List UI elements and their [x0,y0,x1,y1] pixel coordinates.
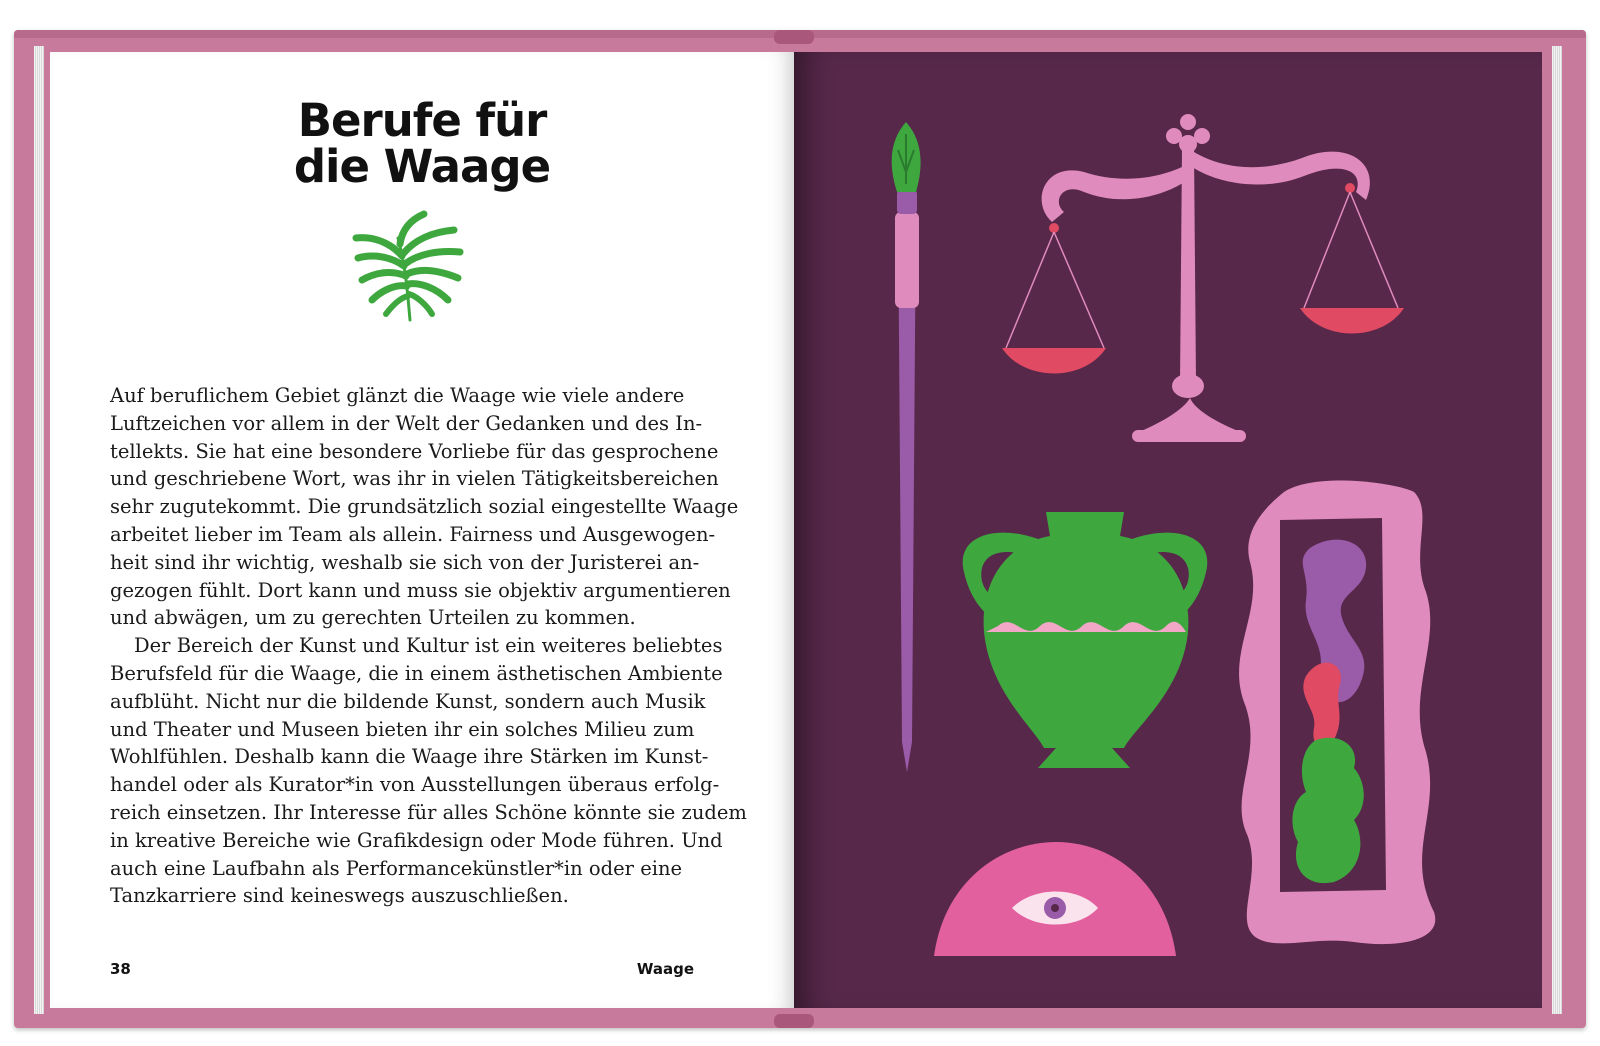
running-footer: Waage [636,960,694,978]
open-book [14,30,1586,1028]
body-line: handel oder als Kurator*in von Ausstellungen überaus erfolg- [110,773,720,797]
body-line: Wohlfühlen. Deshalb kann die Waage ihre Stärken im Kunst- [110,745,709,769]
title-line-1: Berufe für [297,94,547,147]
page-title [50,94,794,193]
spine-top [774,30,814,44]
body-line: gezogen fühlt. Dort kann und muss sie objektiv argumentieren [110,578,731,602]
body-line: und geschriebene Wort, was ihr in vielen Tätigkeitsbereichen [110,467,719,491]
body-line: reich einsetzen. Ihr Interesse für alles Schöne könnte sie zudem [110,800,747,824]
body-line: und abwägen, um zu gerechten Urteilen zu kommen. [110,606,636,630]
spine-bottom [774,1014,814,1028]
paintbrush-icon [892,122,921,772]
page-block-right [1552,46,1562,1014]
body-line: heit sind ihr wichtig, weshalb sie sich von der Juristerei an- [110,550,700,574]
body-line: auch eine Laufbahn als Performancekünstler*in oder eine [110,856,683,880]
body-line: in kreative Bereiche wie Grafikdesign oder Mode führen. Und [110,828,723,852]
amphora-vase-icon [963,512,1208,768]
body-line: aufblüht. Nicht nur die bildende Kunst, sondern auch Musik [110,689,706,713]
left-page [50,52,794,1008]
body-line: Tanzkarriere sind keineswegs auszuschließen. [110,884,569,908]
body-line: tellekts. Sie hat eine besondere Vorliebe für das gesprochene [110,439,719,463]
palm-leaf-icon [350,208,470,328]
balance-scale-icon [1002,114,1404,442]
body-line: arbeitet lieber im Team als allein. Fairness und Ausgewogen- [110,522,716,546]
body-line: Luftzeichen vor allem in der Welt der Gedanken und des In- [110,411,703,435]
body-line: Berufsfeld für die Waage, die in einem ästhetischen Ambiente [110,661,723,685]
framed-mirror-icon [1239,480,1435,944]
page-number: 38 [110,960,131,978]
title-line-2: die Waage [293,140,551,193]
body-line: und Theater und Museen bieten ihr ein solches Milieu zum [110,717,695,741]
body-line: Der Bereich der Kunst und Kultur ist ein weiteres beliebtes [134,634,723,658]
body-line: Auf beruflichem Gebiet glänzt die Waage wie viele andere [110,384,685,407]
right-page [794,52,1542,1008]
page-block-left [34,46,44,1014]
body-line: sehr zugutekommt. Die grundsätzlich sozial eingestellte Waage [110,495,739,519]
body-text [110,382,747,910]
illustration [794,52,1542,1008]
eye-dome-icon [934,842,1176,956]
